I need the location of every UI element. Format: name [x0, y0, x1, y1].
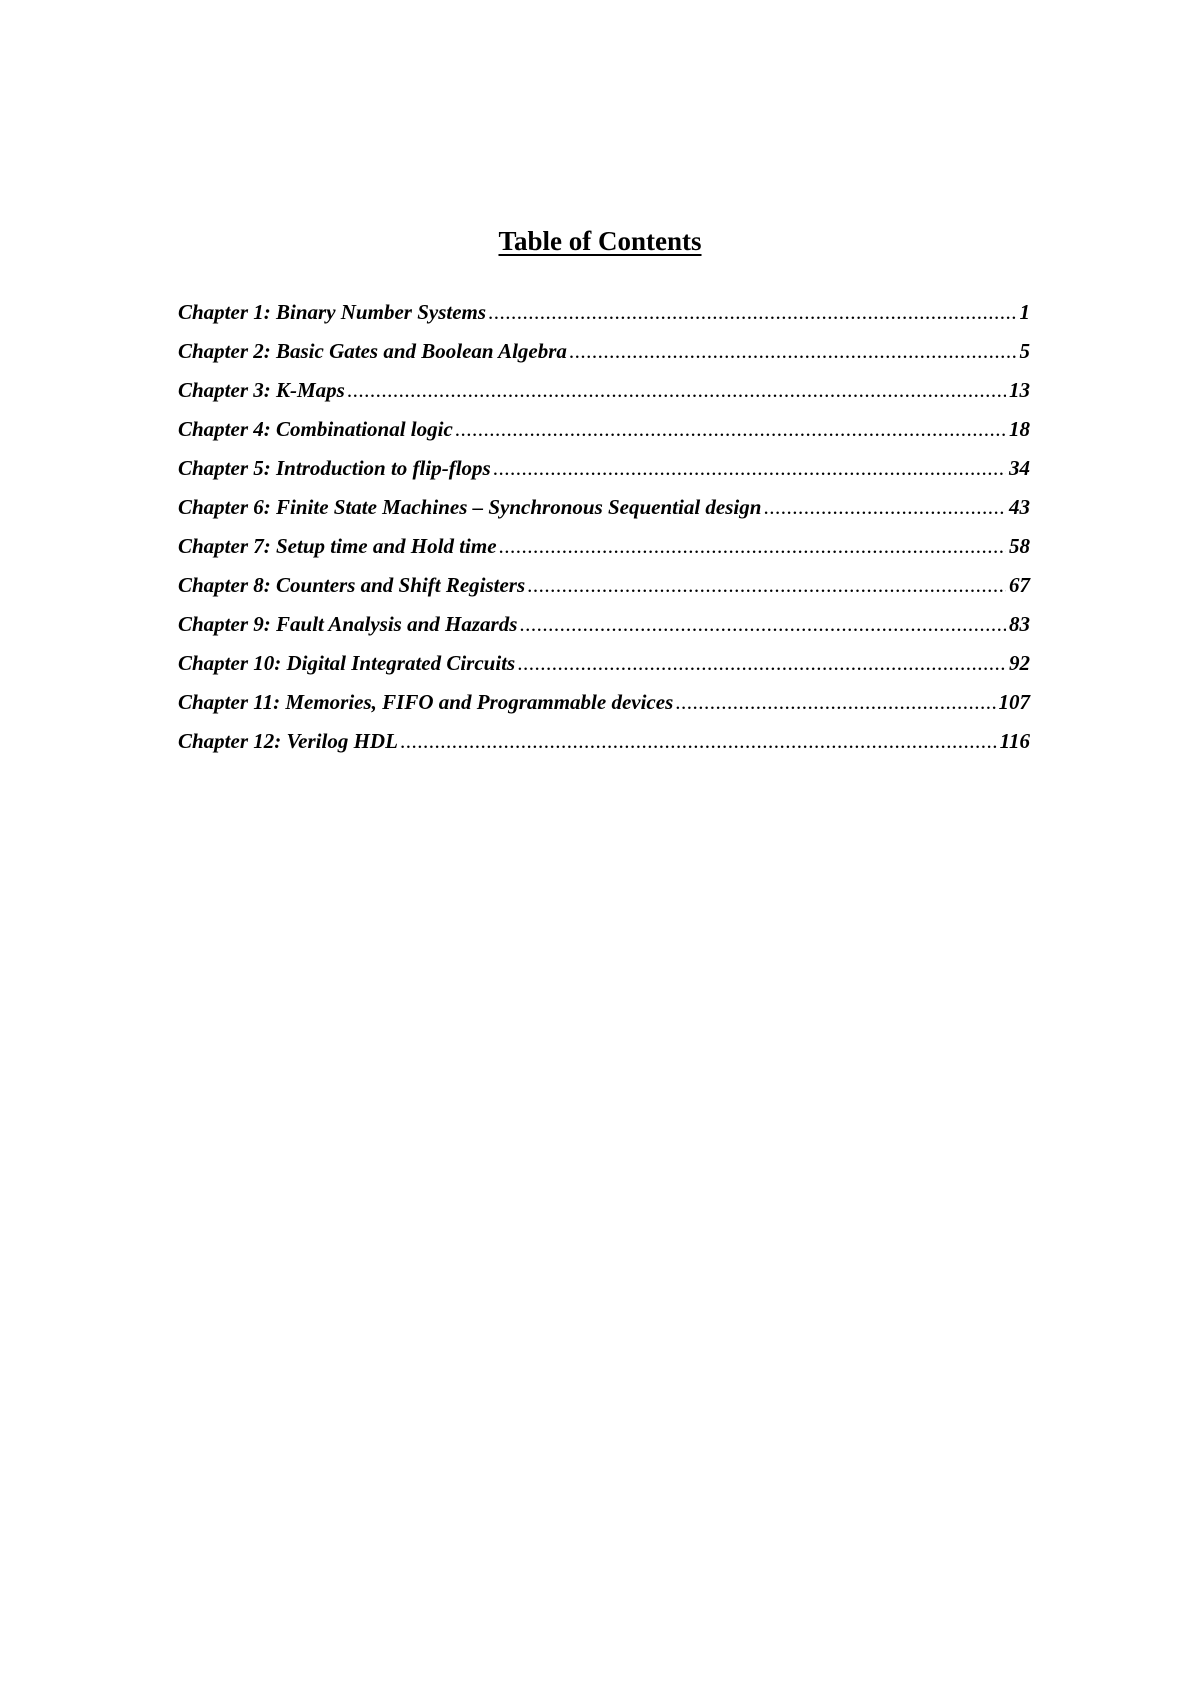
toc-dot-leader: [347, 371, 1006, 410]
toc-entry[interactable]: [178, 488, 1030, 527]
toc-entry-page: 58: [1009, 534, 1030, 558]
page-title-text: Table of Contents: [498, 226, 702, 256]
toc-entry[interactable]: [178, 566, 1030, 605]
toc-dot-leader: [499, 527, 1006, 566]
toc-dot-leader: [455, 410, 1006, 449]
toc-entry-page: 107: [998, 690, 1030, 714]
toc-entry-page: 1: [1019, 300, 1030, 324]
toc-entry-label: Chapter 11: Memories, FIFO and Programmable devices: [178, 690, 674, 714]
toc-entry[interactable]: [178, 371, 1030, 410]
toc-entry[interactable]: [178, 683, 1030, 722]
toc-entry-page: 43: [1009, 495, 1030, 519]
toc-entry[interactable]: [178, 605, 1030, 644]
toc-dot-leader: [519, 605, 1006, 644]
toc-entry-page: 34: [1009, 456, 1030, 480]
toc-entry-label: Chapter 3: K-Maps: [178, 378, 345, 402]
toc-entry-label: Chapter 5: Introduction to flip-flops: [178, 456, 491, 480]
toc-entry-label: Chapter 9: Fault Analysis and Hazards: [178, 612, 518, 636]
toc-dot-leader: [763, 488, 1006, 527]
toc-entry[interactable]: [178, 644, 1030, 683]
toc-entry[interactable]: [178, 449, 1030, 488]
toc-dot-leader: [488, 293, 1016, 332]
toc-entry-page: 18: [1009, 417, 1030, 441]
toc-entry[interactable]: [178, 332, 1030, 371]
toc-dot-leader: [569, 332, 1017, 371]
toc-entry-page: 92: [1009, 651, 1030, 675]
toc-entry-label: Chapter 7: Setup time and Hold time: [178, 534, 497, 558]
toc-entry-page: 83: [1009, 612, 1030, 636]
toc-entry-page: 5: [1019, 339, 1030, 363]
toc-entry-label: Chapter 4: Combinational logic: [178, 417, 453, 441]
toc-dot-leader: [493, 449, 1006, 488]
toc-entry[interactable]: [178, 293, 1030, 332]
toc-entry-label: Chapter 12: Verilog HDL: [178, 729, 398, 753]
toc-dot-leader: [527, 566, 1006, 605]
toc-dot-leader: [400, 722, 997, 761]
toc-entry-label: Chapter 2: Basic Gates and Boolean Algebra: [178, 339, 567, 363]
toc-dot-leader: [675, 683, 995, 722]
toc-entry-page: 67: [1009, 573, 1030, 597]
toc-list: [178, 293, 1030, 761]
toc-entry[interactable]: [178, 527, 1030, 566]
toc-entry-label: Chapter 10: Digital Integrated Circuits: [178, 651, 516, 675]
page-title: [0, 224, 1200, 258]
toc-entry-label: Chapter 8: Counters and Shift Registers: [178, 573, 526, 597]
toc-entry-page: 13: [1009, 378, 1030, 402]
toc-dot-leader: [517, 644, 1006, 683]
toc-entry-label: Chapter 6: Finite State Machines – Synchronous Sequential design: [178, 495, 762, 519]
toc-entry[interactable]: [178, 410, 1030, 449]
toc-entry-page: 116: [999, 729, 1030, 753]
toc-entry[interactable]: [178, 722, 1030, 761]
toc-entry-label: Chapter 1: Binary Number Systems: [178, 300, 487, 324]
